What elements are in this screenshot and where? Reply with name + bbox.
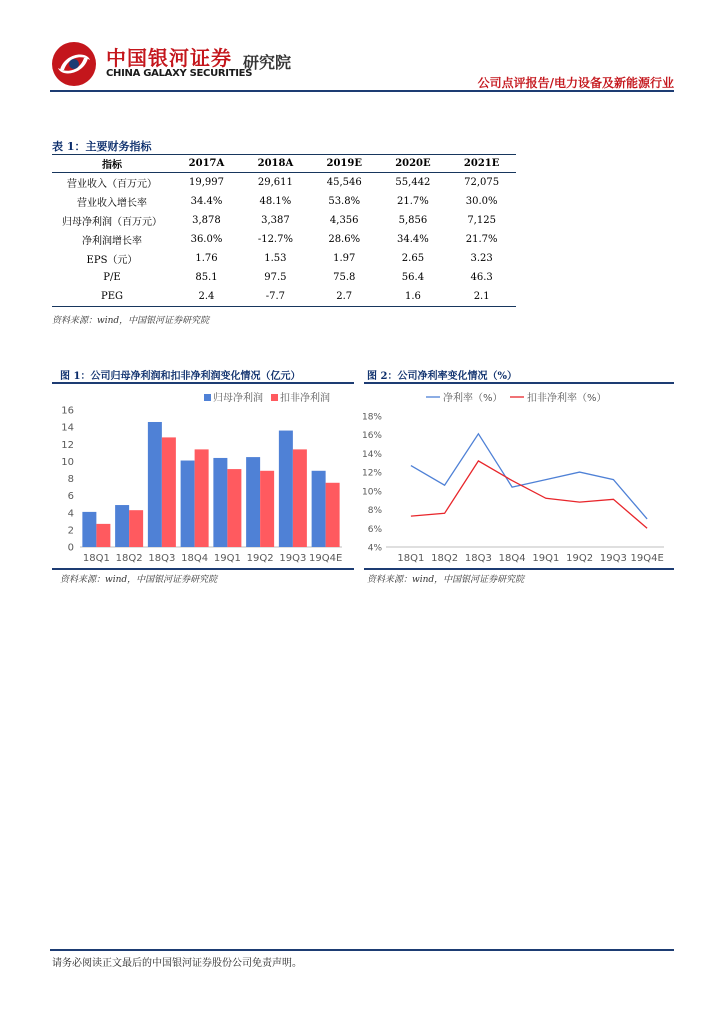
net-margin-line-chart [361,386,674,566]
x-tick-label: 18Q4 [181,553,209,564]
legend-label: 归母净利润 [213,393,263,404]
table-cell: 36.0% [190,234,223,245]
table-source-note: 资料来源：wind，中国银河证券研究院 [52,316,210,326]
table-cell: 34.4% [397,234,429,245]
table-row [52,249,516,268]
x-tick-label: 19Q3 [279,553,307,564]
table-cell: 3,878 [192,215,221,226]
table-cell: 85.1 [195,272,218,283]
y-tick-label: 10% [361,487,382,498]
table-cell: 1.97 [333,253,356,264]
bar-deducted-net-profit [96,524,110,547]
table-cell: 46.3 [470,272,493,283]
net-profit-bar-chart [52,386,354,566]
report-type: 公司点评报告/电力设备及新能源行业 [477,76,674,90]
deducted-net-margin-line [411,461,647,528]
net-margin-line [411,434,647,519]
table-cell: 4,356 [329,215,359,226]
x-tick-label: 19Q3 [599,553,627,564]
bar-deducted-net-profit [162,437,176,547]
figure1-bottom-rule [52,568,354,570]
table-cell: 归母净利润（百万元） [62,217,162,228]
table-cell: 2.65 [401,253,425,264]
y-tick-label: 12% [361,468,382,479]
figure2-top-rule [364,382,674,384]
table-row [52,173,516,193]
y-tick-label: 18% [361,412,382,423]
table-cell: -7.7 [241,287,310,307]
figure1-top-rule [52,382,354,384]
footer-divider [50,949,674,951]
bar-deducted-net-profit [293,449,307,547]
bar-deducted-net-profit [260,471,274,547]
y-tick-label: 4% [367,543,382,554]
bar-parent-net-profit [181,461,195,547]
brand-name-en: CHINA GALAXY SECURITIES [106,68,253,79]
table-cell: 21.7% [465,234,498,245]
y-tick-label: 12 [61,439,74,451]
bar-deducted-net-profit [227,469,241,547]
table-cell: 30.0% [465,196,498,207]
financial-table [52,154,516,307]
table-header-cell: 2018A [241,155,310,173]
table-cell: 2.7 [310,287,379,307]
bar-deducted-net-profit [195,449,209,547]
y-tick-label: 4 [67,508,74,520]
table-header-cell: 2020E [379,155,448,173]
y-tick-label: 2 [67,525,74,537]
table-cell: 56.4 [401,272,425,283]
y-tick-label: 14% [361,449,382,460]
x-tick-label: 18Q1 [82,553,110,564]
table-cell: 2.4 [172,287,241,307]
table-cell: 5,856 [398,215,428,226]
table-cell: 1.53 [264,253,287,264]
table-row [52,192,516,211]
y-tick-label: 8% [367,506,382,517]
bar-parent-net-profit [148,422,162,547]
x-tick-label: 18Q2 [431,553,459,564]
figure2-title: 图 2：公司净利率变化情况（%） [367,371,517,382]
bar-parent-net-profit [312,471,326,547]
bar-parent-net-profit [82,512,96,547]
y-tick-label: 16% [361,431,382,442]
table-cell: 净利润增长率 [82,236,142,247]
legend-swatch [204,394,211,401]
table-cell: 1.76 [195,253,218,264]
y-tick-label: 14 [61,422,74,434]
y-tick-label: 10 [61,456,74,468]
institute-name: 研究院 [243,53,292,72]
x-tick-label: 18Q1 [397,553,425,564]
disclaimer-note: 请务必阅读正文最后的中国银河证券股份公司免责声明。 [52,958,302,969]
table-cell: 45,546 [326,177,362,188]
table-header-row [52,155,516,173]
table-cell: -12.7% [257,234,293,245]
x-tick-label: 18Q3 [464,553,492,564]
figure2-source-note: 资料来源：wind，中国银河证券研究院 [367,575,525,585]
bar-parent-net-profit [279,431,293,547]
table-cell: 营业收入（百万元） [67,179,157,190]
table-cell: 75.8 [333,272,356,283]
x-tick-label: 18Q2 [115,553,143,564]
x-tick-label: 19Q4E [308,553,343,564]
table-cell: 营业收入增长率 [77,198,147,209]
x-tick-label: 19Q2 [246,553,274,564]
figure1-title: 图 1：公司归母净利润和扣非净利润变化情况（亿元） [60,371,301,382]
table-cell: 2.1 [447,287,516,307]
table-cell: 53.8% [328,196,361,207]
legend-label: 净利率（%） [443,393,503,404]
header-divider [50,90,674,92]
table-cell: 7,125 [467,215,496,226]
y-tick-label: 6 [67,491,74,503]
table-header-cell: 2021E [447,155,516,173]
figure1-source-note: 资料来源：wind，中国银河证券研究院 [60,575,218,585]
bar-parent-net-profit [246,457,260,547]
bar-parent-net-profit [115,505,129,547]
galaxy-logo-icon [50,40,98,88]
table-row [52,211,516,230]
y-tick-label: 6% [367,524,382,535]
y-tick-label: 16 [61,405,74,417]
x-tick-label: 19Q2 [566,553,594,564]
brand-name-cn: 中国银河证券 [106,46,232,70]
table-cell: 19,997 [188,177,224,188]
bar-parent-net-profit [213,458,227,547]
table-cell: P/E [103,272,121,283]
table-row [52,230,516,249]
x-tick-label: 19Q1 [532,553,560,564]
legend-swatch [271,394,278,401]
table-cell: 34.4% [190,196,223,207]
x-tick-label: 19Q1 [213,553,241,564]
x-tick-label: 18Q3 [148,553,176,564]
table-cell: 29,611 [257,177,293,188]
table-cell: EPS（元） [86,255,138,266]
x-tick-label: 19Q4E [630,553,664,564]
table-title: 表 1：主要财务指标 [52,140,152,153]
x-tick-label: 18Q4 [498,553,526,564]
figure2-bottom-rule [364,568,674,570]
table-cell: 97.5 [264,272,287,283]
table-header-cell: 2017A [172,155,241,173]
table-cell: 21.7% [397,196,429,207]
table-cell: 55,442 [395,177,431,188]
legend-label: 扣非净利润 [280,393,330,404]
table-cell: 3,387 [261,215,290,226]
legend-label: 扣非净利率（%） [527,393,607,404]
table-cell: 1.6 [379,287,448,307]
y-tick-label: 8 [67,474,74,485]
table-header-cell: 指标 [52,155,172,173]
table-row [52,268,516,287]
y-tick-label: 0 [67,542,74,554]
table-cell: 48.1% [259,196,292,207]
table-row [52,287,516,307]
table-header-cell: 2019E [310,155,379,173]
table-cell: 72,075 [464,177,500,188]
table-cell: 28.6% [328,234,361,245]
table-cell: 3.23 [470,253,493,264]
bar-deducted-net-profit [129,510,143,547]
bar-deducted-net-profit [326,483,340,547]
table-cell: PEG [52,287,172,307]
